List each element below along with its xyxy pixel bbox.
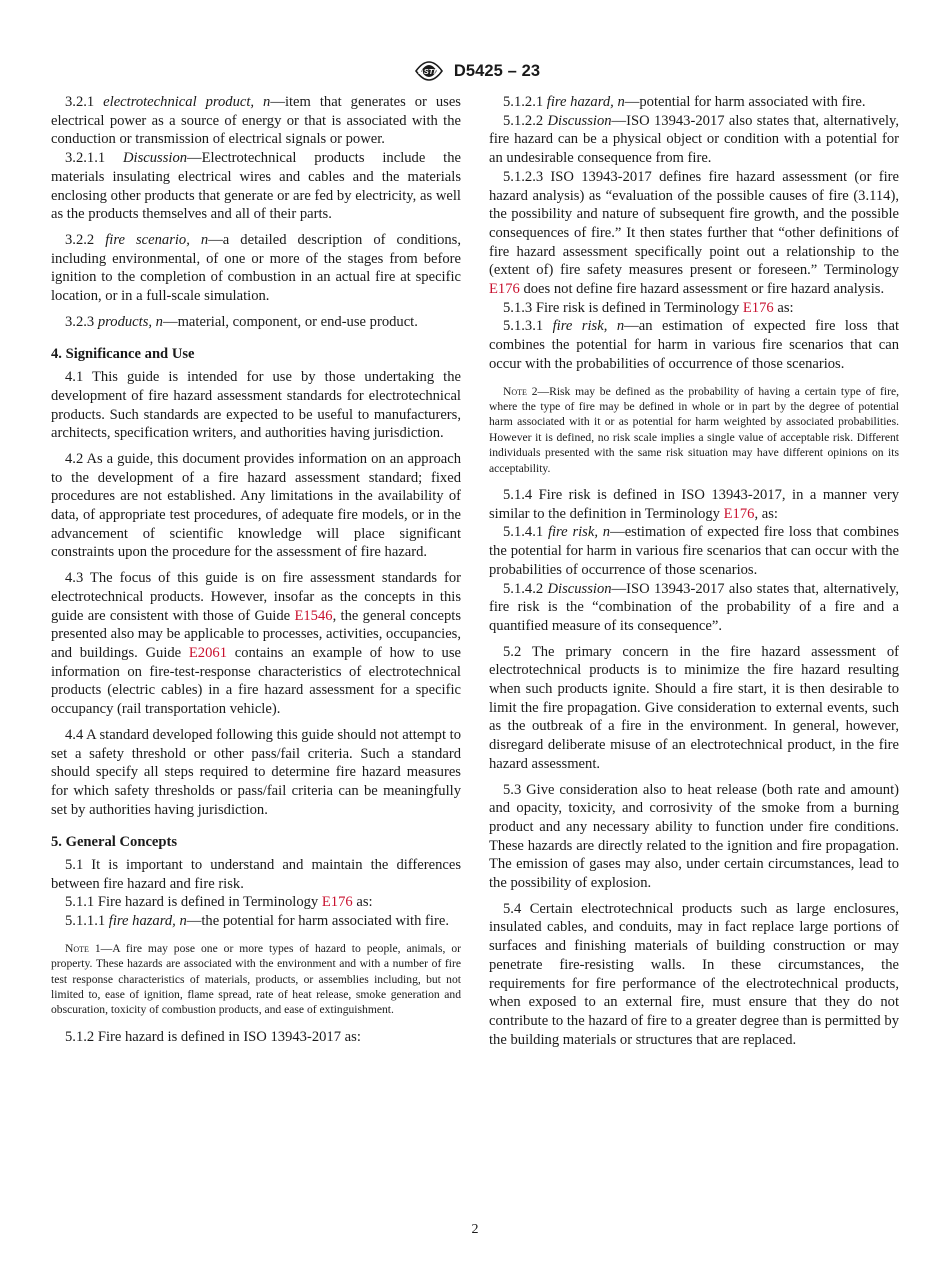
section-heading <box>51 833 461 852</box>
text-run: —a detailed description of conditions, including environmental, of one or more of the stages from before ignition to the completion of combustion in an actual fire at specific location, or in a full-scale simulation. <box>51 231 462 305</box>
text-run: 3.2.1 <box>65 94 104 110</box>
left-column <box>51 93 461 1047</box>
text-run: 5.1.4.1 <box>503 524 548 541</box>
reference-link[interactable]: E2061 <box>188 644 227 661</box>
paragraph-5-1-2-1 <box>489 93 899 112</box>
paragraph-4-1 <box>51 368 461 443</box>
reference-link[interactable]: E176 <box>489 281 520 298</box>
text-run: 5.1.1 Fire hazard is defined in Terminology <box>65 894 322 911</box>
defined-term: fire scenario, n <box>105 231 209 248</box>
paragraph-5-1-4-2 <box>489 580 899 636</box>
document-designation: D5425 – 23 <box>453 61 541 80</box>
paragraph-5-1-1-1 <box>51 912 461 931</box>
defined-term: fire hazard, n <box>108 913 187 930</box>
paragraph-5-1-3-1 <box>489 317 899 373</box>
text-run: 5.2 The primary concern in the fire hazard assessment of electrotechnical products is to minimize the fire hazard resulting when such products ignite. Should a fire start, it is then desirable to limit the fire propagation. Give consideration to external events, such as the outbreak of a fire in the environment. In general, however, disregard deliberate misuse of an electrotechnical product, in the fire hazard assessment. <box>489 643 899 772</box>
text-run: 5. General Concepts <box>51 834 178 851</box>
page-number: 2 <box>471 1222 479 1237</box>
text-run: , the general concepts presented also may be applicable to processes, activities, occupancies, and buildings. Guide <box>51 607 462 661</box>
defined-term: fire hazard, n <box>546 94 625 110</box>
text-run: 5.1.2.3 ISO 13943-2017 defines fire hazard assessment (or fire hazard analysis) as “evaluation of the possible causes of fire (3.114), the possibility and nature of subsequent fire growth, and the possible consequences of fire.” It then states further that “other definitions of fire hazard assessment specifically point out a relationship to the (extent of) fire safety measures present or foreseen.” Terminology <box>489 168 899 279</box>
defined-term: Discussion <box>547 580 612 597</box>
paragraph-5-3 <box>489 781 899 893</box>
paragraph-3-2-1 <box>51 93 461 149</box>
text-run: as: <box>773 299 794 316</box>
astm-logo <box>410 56 448 86</box>
section-heading <box>51 345 461 364</box>
text-run: 3.2.2 <box>65 231 106 248</box>
paragraph-5-1-4-1 <box>489 523 899 579</box>
text-run: 5.1.1.1 <box>65 913 109 930</box>
text-run: —potential for harm associated with fire. <box>624 94 866 110</box>
text-run: 5.1.2 Fire hazard is defined in ISO 13943-2017 as: <box>65 1028 361 1045</box>
text-run: contains an example of how to use information on fire-test-response characteristics of electrotechnical products (electric cables) in a fire hazard assessment for a specific occupancy (rail transportation vehicle). <box>51 644 461 718</box>
paragraph-5-2 <box>489 643 899 774</box>
text-run: 4.4 A standard developed following this guide should not attempt to set a safety threshold or other pass/fail criteria. Such a standard should specify all steps required to determine fire hazard measures for which safety thresholds or pass/fail criteria can be meaningfully set by authorities having jurisdiction. <box>51 726 462 818</box>
note-label: Note <box>503 384 527 398</box>
reference-link[interactable]: E176 <box>742 299 774 316</box>
text-run: , as: <box>754 505 778 522</box>
paragraph-5-1-3 <box>489 299 899 318</box>
defined-term: Discussion <box>122 150 188 167</box>
text-run: does not define fire hazard assessment or fire hazard analysis. <box>519 281 885 298</box>
text-run: 5.1.3.1 <box>503 318 553 335</box>
text-run: 5.1.3 Fire risk is defined in Terminology <box>503 299 743 316</box>
defined-term: products, n <box>97 313 163 330</box>
text-run: 4.1 This guide is intended for use by those undertaking the development of fire hazard assessment standards for electrotechnical products. Such standards are expected to be useful to manufacturers, architects, specification writers, and authorities having jurisdiction. <box>51 369 461 442</box>
defined-term: Discussion <box>547 112 612 129</box>
text-run: 5.4 Certain electrotechnical products such as large enclosures, insulated cables, and conduits, may in fact replace large portions of surfaces and finishing materials of building construction or may penetrate fire-resisting walls. In these circumstances, the requirements for fire performance of the electrotechnical products, when exposed to an external fire, must ensure that they do not contribute to the hazard of fire to a greater degree than is permitted by the building materials or structures that are replaced. <box>489 900 899 1048</box>
text-run: —ISO 13943-2017 also states that, alternatively, fire risk is the “combination of the probability of a fire and a quantified measure of its consequence”. <box>489 580 900 634</box>
text-run: —estimation of expected fire loss that combines the potential for harm in various fire scenarios that can occur with the probabilities of occurrence of those scenarios. <box>489 524 900 578</box>
note-2 <box>489 384 899 476</box>
text-run: —item that generates or uses electrical power as a source of energy or that is associated with the conduction or transmission of electrical signals or power. <box>51 94 461 148</box>
text-run: 5.1.2.1 <box>503 94 547 110</box>
text-run: 5.1.4.2 <box>503 580 548 597</box>
paragraph-5-1-2 <box>51 1028 461 1047</box>
paragraph-5-1-2-2 <box>489 112 899 168</box>
reference-link[interactable]: E1546 <box>294 607 333 624</box>
paragraph-5-1-1 <box>51 893 461 912</box>
paragraph-5-4 <box>489 900 899 1050</box>
text-run: —the potential for harm associated with fire. <box>186 913 449 930</box>
text-run: —an estimation of expected fire loss that combines the potential for harm in various fire scenarios that can occur with the probabilities of occurrence of those scenarios. <box>489 318 899 372</box>
text-run: 4. Significance and Use <box>51 346 195 363</box>
text-run: —material, component, or end-use product. <box>162 313 418 330</box>
text-run: —ISO 13943-2017 also states that, alternatively, fire hazard can be a physical object or condition with a potential for an undesirable consequence from fire. <box>489 112 900 167</box>
text-run: 4.2 As a guide, this document provides information on an approach to the development of a fire hazard assessment standard; fixed procedures are not established. Any limitations in the availability of data, of appropriate test procedures, of adequate fire models, or in the advancement of scientific knowledge will place significant constraints upon the procedure for the assessment of fire hazard. <box>51 450 461 561</box>
note-label: Note <box>65 941 89 955</box>
paragraph-5-1 <box>51 856 461 893</box>
paragraph-3-2-3 <box>51 313 461 332</box>
reference-link[interactable]: E176 <box>723 505 755 522</box>
paragraph-5-1-2-3 <box>489 168 899 299</box>
defined-term: fire risk, n <box>552 318 625 335</box>
text-run: 4.3 The focus of this guide is on fire assessment standards for electrotechnical products. However, insofar as the concepts in this guide are consistent with those of Guide <box>51 570 461 624</box>
text-run: 3.2.1.1 <box>65 150 123 167</box>
text-run: —Electrotechnical products include the materials insulating electrical wires and cables and the materials enclosing other products that generate or are fed by electricity, as well as the products themselves and all of their parts. <box>51 150 462 223</box>
text-run: as: <box>352 894 373 911</box>
page-header <box>0 56 950 86</box>
paragraph-4-2 <box>51 450 461 562</box>
paragraph-5-1-4 <box>489 486 899 523</box>
text-run: 5.3 Give consideration also to heat release (both rate and amount) and opacity, toxicity, and corrosivity of the smoke from a burning product and any necessary ability to function under fire conditions. These hazards are directly related to the ignition and fire propagation. The emission of gases may also, under certain circumstances, lead to the possibility of explosion. <box>489 781 899 892</box>
text-run: 5.1.4 Fire risk is defined in ISO 13943-2017, in a manner very similar to the definition in Terminology <box>489 486 899 522</box>
paragraph-4-3 <box>51 569 461 719</box>
paragraph-3-2-2 <box>51 231 461 306</box>
paragraph-3-2-1-1 <box>51 149 461 224</box>
right-column <box>489 93 899 1049</box>
svg-text:ASTM: ASTM <box>418 67 440 76</box>
text-run: 3.2.3 <box>65 313 98 330</box>
defined-term: electrotechnical product, n <box>103 94 271 110</box>
paragraph-4-4 <box>51 726 461 820</box>
defined-term: fire risk, n <box>547 524 611 541</box>
note-1 <box>51 941 461 1018</box>
text-run: 5.1 It is important to understand and maintain the differences between fire hazard and fire risk. <box>51 857 461 892</box>
text-run: 2—Risk may be defined as the probability of having a certain type of fire, where the type of fire may be defined in whole or in part by the degree of potential harm associated with it or as potential for harm weighted by associated probabilities. However it is defined, no risk scale implies a single value of acceptable risk. Different individuals presented with the same risk situation may have different opinions on its acceptability. <box>489 384 899 475</box>
reference-link[interactable]: E176 <box>321 894 353 911</box>
text-run: 5.1.2.2 <box>503 112 548 129</box>
text-run: 1—A fire may pose one or more types of hazard to people, animals, or property. These hazards are associated with the environment and with a number of fire test response characteristics of materials, products, or assemblies including, but not limited to, ease of ignition, flame spread, rate of heat release, smoke generation and obscuration, toxicity of combustion products, and ease of extinguishment. <box>51 941 461 1017</box>
